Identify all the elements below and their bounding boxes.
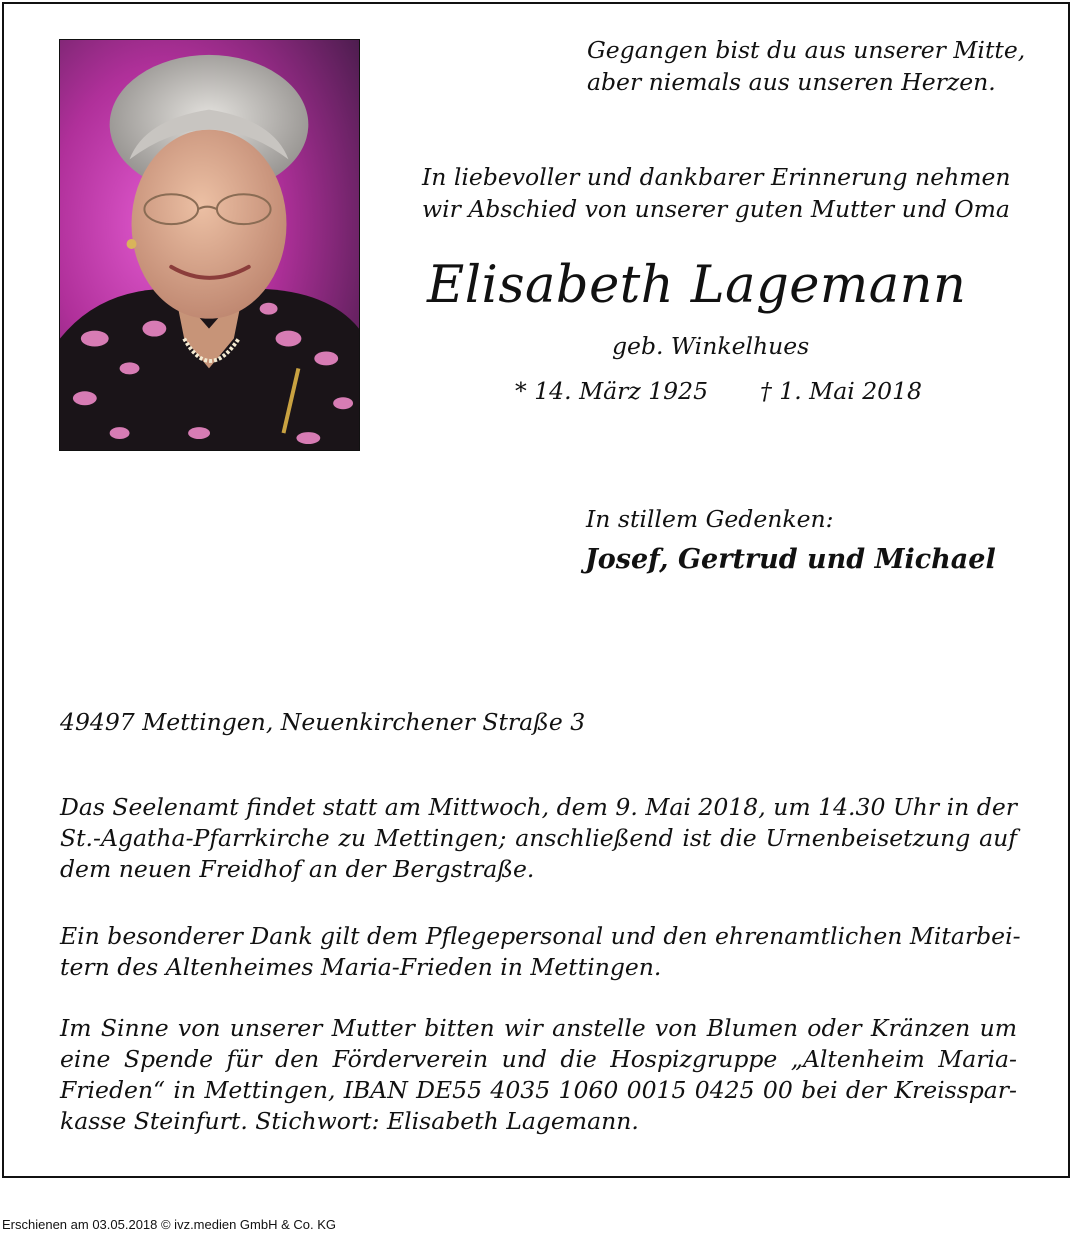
maiden-name: geb. Winkelhues xyxy=(612,332,810,360)
earring-shape xyxy=(127,239,137,249)
life-dates xyxy=(515,375,922,407)
intro-text xyxy=(422,161,1011,225)
mourners-names: Josef, Gertrud und Michael xyxy=(585,544,996,575)
quote-line-2: aber niemals aus unseren Herzen. xyxy=(587,68,996,96)
deceased-name: Elisabeth Lagemann xyxy=(427,256,967,315)
quote-line-1: Gegangen bist du aus unserer Mitte, xyxy=(587,36,1026,64)
quote xyxy=(587,34,1025,98)
service-paragraph xyxy=(60,792,1017,885)
paragraph-line: Frieden“ in Mettingen, IBAN DE55 4035 1060 0015 0425 00 bei der Kreisspar- xyxy=(60,1076,1017,1104)
family-address: 49497 Mettingen, Neuenkirchener Straße 3 xyxy=(60,708,586,736)
paragraph-line: Das Seelenamt findet statt am Mittwoch, dem 9. Mai 2018, um 14.30 Uhr in der xyxy=(60,793,1017,821)
paragraph-line: eine Spende für den Förderverein und die Hospizgruppe „Altenheim Maria- xyxy=(60,1045,1017,1073)
paragraph-line: St.-Agatha-Pfarrkirche zu Mettingen; anschließend ist die Urnenbeisetzung auf xyxy=(60,824,1017,852)
paragraph-line: Ein besonderer Dank gilt dem Pflegepersonal und den ehrenamtlichen Mitarbei- xyxy=(60,922,1021,950)
face-shape xyxy=(132,130,287,319)
intro-line-2: wir Abschied von unserer guten Mutter und Oma xyxy=(422,195,1010,223)
death-date: † 1. Mai 2018 xyxy=(760,377,923,405)
mourners-heading: In stillem Gedenken: xyxy=(586,505,834,533)
thanks-paragraph xyxy=(60,921,1021,983)
donation-paragraph xyxy=(60,1013,1017,1137)
paragraph-line: Im Sinne von unserer Mutter bitten wir anstelle von Blumen oder Kränzen um xyxy=(60,1014,1017,1042)
birth-date: * 14. März 1925 xyxy=(515,377,709,405)
publication-footer: Erschienen am 03.05.2018 © ivz.medien GmbH & Co. KG xyxy=(2,1217,337,1232)
portrait-photo xyxy=(59,39,360,451)
paragraph-line: kasse Steinfurt. Stichwort: Elisabeth Lagemann. xyxy=(60,1107,639,1135)
paragraph-line: dem neuen Freidhof an der Bergstraße. xyxy=(60,855,535,883)
portrait-illustration xyxy=(60,40,359,450)
intro-line-1: In liebevoller und dankbarer Erinnerung nehmen xyxy=(422,163,1011,191)
paragraph-line: tern des Altenheimes Maria-Frieden in Mettingen. xyxy=(60,953,662,981)
